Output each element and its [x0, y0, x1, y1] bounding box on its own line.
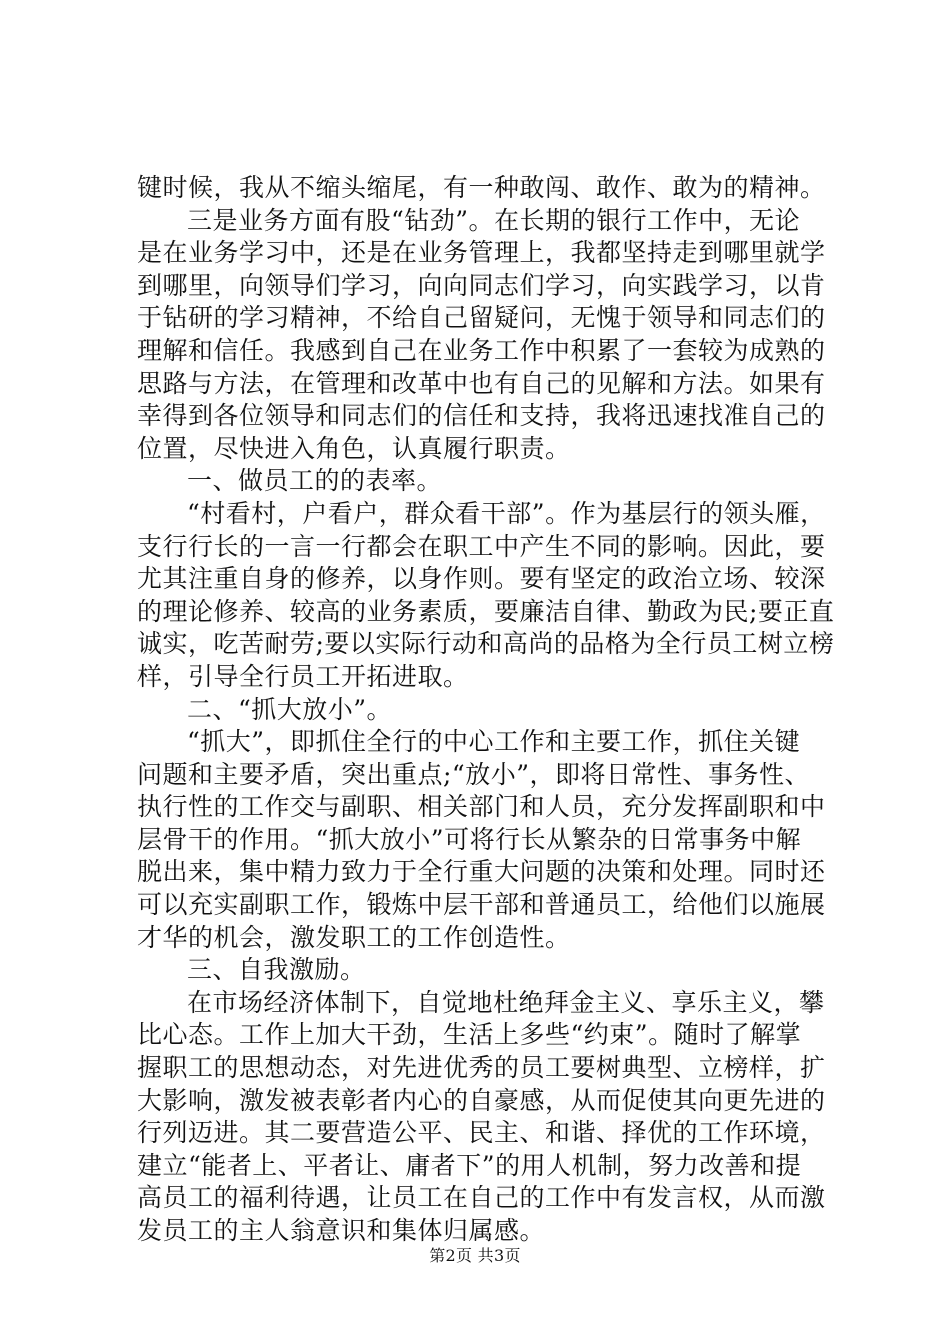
page-number-label: 第2页 共3页: [429, 1246, 521, 1265]
text-line: 样，引导全行员工开拓进取。: [137, 661, 469, 691]
text-line: 幸得到各位领导和同志们的信任和支持，我将迅速找准自己的: [137, 401, 826, 431]
text-line: “抓大”，即抓住全行的中心工作和主要工作，抓住关键: [187, 727, 801, 757]
text-line: 诚实，吃苦耐劳;要以实际行动和高尚的品格为全行员工树立榜: [137, 629, 835, 659]
text-line: 是在业务学习中，还是在业务管理上，我都坚持走到哪里就学: [137, 238, 826, 268]
text-line: 行列迈进。其二要营造公平、民主、和谐、择优的工作环境，: [137, 1118, 826, 1148]
text-line: 思路与方法，在管理和改革中也有自己的见解和方法。如果有: [137, 368, 826, 398]
text-line: “村看村，户看户，群众看干部”。作为基层行的领头雁，: [187, 498, 826, 528]
text-line: 才华的机会，激发职工的工作创造性。: [137, 922, 571, 952]
text-line: 到哪里，向领导们学习，向向同志们学习，向实践学习，以肯: [137, 270, 826, 300]
text-line: 问题和主要矛盾，突出重点;“放小”，即将日常性、事务性、: [137, 759, 810, 789]
text-line: 比心态。工作上加大干劲，生活上多些“约束”。随时了解掌: [137, 1020, 802, 1050]
text-line: 尤其注重自身的修养，以身作则。要有坚定的政治立场、较深: [137, 564, 826, 594]
text-line: 理解和信任。我感到自己在业务工作中积累了一套较为成熟的: [137, 335, 826, 365]
text-line: 建立“能者上、平者让、庸者下”的用人机制，努力改善和提: [137, 1150, 802, 1180]
text-line: 大影响，激发被表彰者内心的自豪感，从而促使其向更先进的: [137, 1085, 826, 1115]
text-line: 位置，尽快进入角色，认真履行职责。: [137, 433, 571, 463]
section-heading: 三、自我激励。: [187, 955, 366, 985]
text-line: 执行性的工作交与副职、相关部门和人员，充分发挥副职和中: [137, 792, 826, 822]
text-line: 脱出来，集中精力致力于全行重大问题的决策和处理。同时还: [137, 857, 826, 887]
text-line: 高员工的福利待遇，让员工在自己的工作中有发言权，从而激: [137, 1183, 826, 1213]
text-line: 于钻研的学习精神，不给自己留疑问，无愧于领导和同志们的: [137, 303, 826, 333]
text-line: 在市场经济体制下，自觉地杜绝拜金主义、享乐主义，攀: [187, 987, 825, 1017]
text-line: 键时候，我从不缩头缩尾，有一种敢闯、敢作、敢为的精神。: [137, 173, 826, 202]
text-line: 的理论修养、较高的业务素质，要廉洁自律、勤政为民;要正直: [137, 596, 835, 626]
text-line: 支行行长的一言一行都会在职工中产生不同的影响。因此，要: [137, 531, 826, 561]
text-line: 可以充实副职工作，锻炼中层干部和普通员工，给他们以施展: [137, 890, 826, 920]
text-line: 发员工的主人翁意识和集体归属感。: [137, 1216, 546, 1245]
text-line: 层骨干的作用。“抓大放小”可将行长从繁杂的日常事务中解: [137, 824, 802, 854]
text-line: 三是业务方面有股“钻劲”。在长期的银行工作中，无论: [187, 205, 801, 235]
section-heading: 二、“抓大放小”。: [187, 694, 393, 724]
body-text: [137, 172, 837, 1248]
text-line: 握职工的思想动态，对先进优秀的员工要树典型、立榜样，扩: [137, 1053, 826, 1083]
page-footer: [0, 1246, 950, 1266]
section-heading: 一、做员工的的表率。: [187, 466, 443, 496]
